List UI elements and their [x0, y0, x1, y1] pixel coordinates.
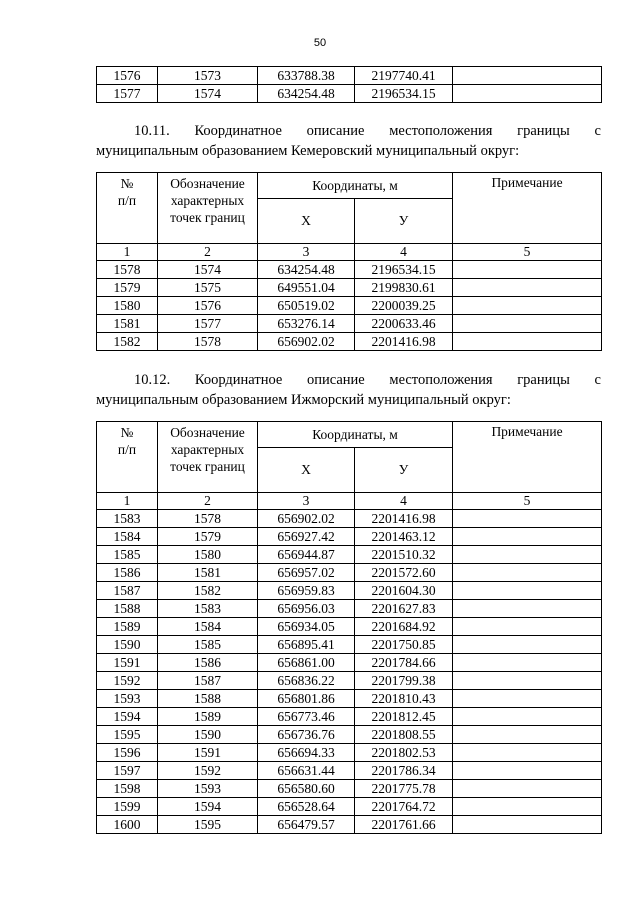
coord-y-cell: 2201627.83 — [355, 600, 453, 618]
note-cell — [453, 690, 602, 708]
coord-y-cell: 2201463.12 — [355, 528, 453, 546]
coord-x-cell: 634254.48 — [258, 85, 355, 103]
table-row — [97, 600, 602, 618]
boundary-point-cell: 1582 — [158, 582, 258, 600]
heading-word: местоположения — [389, 372, 493, 388]
table-row — [97, 726, 602, 744]
note-cell — [453, 654, 602, 672]
table-row — [97, 564, 602, 582]
note-cell — [453, 315, 602, 333]
izhmorsky-coordinates-table — [96, 421, 602, 834]
note-cell — [453, 85, 602, 103]
point-number-cell: 1598 — [97, 780, 158, 798]
table-row — [97, 510, 602, 528]
boundary-point-cell: 1593 — [158, 780, 258, 798]
note-cell — [453, 333, 602, 351]
table-row — [97, 816, 602, 834]
heading-line-1 — [96, 121, 601, 141]
point-number-cell: 1583 — [97, 510, 158, 528]
coord-y-cell: 2201786.34 — [355, 762, 453, 780]
note-cell — [453, 582, 602, 600]
heading-word: границы — [517, 123, 570, 139]
heading-line-1 — [96, 370, 601, 390]
heading-word: местоположения — [389, 123, 493, 139]
point-number-cell: 1577 — [97, 85, 158, 103]
boundary-point-cell: 1586 — [158, 654, 258, 672]
coord-x-cell: 649551.04 — [258, 279, 355, 297]
coord-x-cell: 656861.00 — [258, 654, 355, 672]
coord-x-cell: 656956.03 — [258, 600, 355, 618]
coord-y-cell: 2201572.60 — [355, 564, 453, 582]
boundary-point-cell: 1591 — [158, 744, 258, 762]
boundary-point-cell: 1595 — [158, 816, 258, 834]
point-number-cell: 1585 — [97, 546, 158, 564]
boundary-point-cell: 1584 — [158, 618, 258, 636]
boundary-point-cell: 1588 — [158, 690, 258, 708]
coord-x-cell: 656902.02 — [258, 333, 355, 351]
note-cell — [453, 510, 602, 528]
point-number-cell: 1578 — [97, 261, 158, 279]
boundary-point-cell: 1577 — [158, 315, 258, 333]
coord-y-cell: 2201604.30 — [355, 582, 453, 600]
col-header-number: № п/п — [97, 173, 158, 244]
coord-x-cell: 634254.48 — [258, 261, 355, 279]
boundary-point-cell: 1574 — [158, 261, 258, 279]
heading-word: Координатное — [194, 123, 282, 139]
coord-y-cell: 2199830.61 — [355, 279, 453, 297]
point-number-cell: 1579 — [97, 279, 158, 297]
heading-word: описание — [306, 372, 365, 388]
col-header-x: X — [258, 448, 355, 493]
heading-line-2: муниципальным образованием Ижморский муниципальный округ: — [96, 392, 511, 408]
heading-line-2: муниципальным образованием Кемеровский муниципальный округ: — [96, 143, 520, 159]
column-numbers-row: 1 2 3 4 5 — [97, 493, 602, 510]
note-cell — [453, 600, 602, 618]
col-header-designation: Обозначение характерных точек границ — [158, 173, 258, 244]
coord-y-cell: 2201416.98 — [355, 510, 453, 528]
coord-y-cell: 2201784.66 — [355, 654, 453, 672]
coord-y-cell: 2201761.66 — [355, 816, 453, 834]
point-number-cell: 1593 — [97, 690, 158, 708]
table-row — [97, 67, 602, 85]
coord-x-cell: 656959.83 — [258, 582, 355, 600]
boundary-point-cell: 1580 — [158, 546, 258, 564]
coord-x-cell: 656957.02 — [258, 564, 355, 582]
note-cell — [453, 726, 602, 744]
coord-x-cell: 656736.76 — [258, 726, 355, 744]
kemerovo-table-body — [97, 261, 602, 351]
col-header-y: У — [355, 199, 453, 244]
boundary-point-cell: 1589 — [158, 708, 258, 726]
col-header-coordinates: Координаты, м — [258, 422, 453, 448]
note-cell — [453, 636, 602, 654]
coord-x-cell: 656902.02 — [258, 510, 355, 528]
coord-x-cell: 656801.86 — [258, 690, 355, 708]
table-row — [97, 546, 602, 564]
coord-y-cell: 2201416.98 — [355, 333, 453, 351]
coord-x-cell: 633788.38 — [258, 67, 355, 85]
note-cell — [453, 546, 602, 564]
section-10-11-heading — [96, 121, 601, 161]
coord-x-cell: 656580.60 — [258, 780, 355, 798]
coord-x-cell: 656944.87 — [258, 546, 355, 564]
point-number-cell: 1580 — [97, 297, 158, 315]
coord-x-cell: 656934.05 — [258, 618, 355, 636]
heading-word: с — [594, 372, 601, 388]
table-row — [97, 85, 602, 103]
coord-y-cell: 2201799.38 — [355, 672, 453, 690]
point-number-cell: 1596 — [97, 744, 158, 762]
note-cell — [453, 762, 602, 780]
section-10-12-heading — [96, 370, 601, 410]
col-header-x: X — [258, 199, 355, 244]
note-cell — [453, 279, 602, 297]
heading-word: описание — [306, 123, 365, 139]
kemerovo-coordinates-table — [96, 172, 602, 351]
table-row — [97, 261, 602, 279]
izhmorsky-table-body — [97, 510, 602, 834]
point-number-cell: 1600 — [97, 816, 158, 834]
note-cell — [453, 708, 602, 726]
table-row — [97, 528, 602, 546]
coord-x-cell: 656927.42 — [258, 528, 355, 546]
note-cell — [453, 780, 602, 798]
coord-x-cell: 656895.41 — [258, 636, 355, 654]
column-numbers-row: 1 2 3 4 5 — [97, 244, 602, 261]
note-cell — [453, 297, 602, 315]
coord-y-cell: 2201750.85 — [355, 636, 453, 654]
page-number: 50 — [313, 37, 327, 49]
coord-y-cell: 2201775.78 — [355, 780, 453, 798]
boundary-point-cell: 1575 — [158, 279, 258, 297]
point-number-cell: 1594 — [97, 708, 158, 726]
col-header-note: Примечание — [453, 422, 602, 493]
table-row — [97, 690, 602, 708]
point-number-cell: 1576 — [97, 67, 158, 85]
coord-x-cell: 656479.57 — [258, 816, 355, 834]
note-cell — [453, 564, 602, 582]
point-number-cell: 1591 — [97, 654, 158, 672]
coord-x-cell: 656528.64 — [258, 798, 355, 816]
coord-x-cell: 650519.02 — [258, 297, 355, 315]
table-row — [97, 762, 602, 780]
col-header-note: Примечание — [453, 173, 602, 244]
boundary-point-cell: 1574 — [158, 85, 258, 103]
continuation-table — [96, 66, 602, 103]
coord-y-cell: 2197740.41 — [355, 67, 453, 85]
table-row — [97, 333, 602, 351]
coord-y-cell: 2201810.43 — [355, 690, 453, 708]
note-cell — [453, 261, 602, 279]
coord-y-cell: 2201510.32 — [355, 546, 453, 564]
coord-y-cell: 2201808.55 — [355, 726, 453, 744]
note-cell — [453, 798, 602, 816]
heading-word: 10.11. — [134, 123, 170, 139]
boundary-point-cell: 1587 — [158, 672, 258, 690]
heading-word: границы — [517, 372, 570, 388]
boundary-point-cell: 1578 — [158, 510, 258, 528]
table-row — [97, 582, 602, 600]
point-number-cell: 1597 — [97, 762, 158, 780]
boundary-point-cell: 1579 — [158, 528, 258, 546]
coord-y-cell: 2201764.72 — [355, 798, 453, 816]
table-row — [97, 618, 602, 636]
boundary-point-cell: 1576 — [158, 297, 258, 315]
col-header-number: № п/п — [97, 422, 158, 493]
table-row — [97, 279, 602, 297]
coord-y-cell: 2201684.92 — [355, 618, 453, 636]
point-number-cell: 1584 — [97, 528, 158, 546]
note-cell — [453, 744, 602, 762]
coord-x-cell: 653276.14 — [258, 315, 355, 333]
heading-word: с — [594, 123, 601, 139]
point-number-cell: 1589 — [97, 618, 158, 636]
note-cell — [453, 67, 602, 85]
heading-word: 10.12. — [134, 372, 171, 388]
note-cell — [453, 816, 602, 834]
col-header-coordinates: Координаты, м — [258, 173, 453, 199]
boundary-point-cell: 1585 — [158, 636, 258, 654]
table-row — [97, 708, 602, 726]
point-number-cell: 1595 — [97, 726, 158, 744]
continuation-table-body — [97, 67, 602, 103]
table-row — [97, 315, 602, 333]
table-row — [97, 654, 602, 672]
note-cell — [453, 618, 602, 636]
boundary-point-cell: 1578 — [158, 333, 258, 351]
coord-x-cell: 656631.44 — [258, 762, 355, 780]
table-row — [97, 798, 602, 816]
boundary-point-cell: 1592 — [158, 762, 258, 780]
point-number-cell: 1586 — [97, 564, 158, 582]
point-number-cell: 1582 — [97, 333, 158, 351]
col-header-y: У — [355, 448, 453, 493]
table-row — [97, 672, 602, 690]
point-number-cell: 1599 — [97, 798, 158, 816]
point-number-cell: 1588 — [97, 600, 158, 618]
coord-y-cell: 2201802.53 — [355, 744, 453, 762]
point-number-cell: 1592 — [97, 672, 158, 690]
boundary-point-cell: 1573 — [158, 67, 258, 85]
heading-word: Координатное — [194, 372, 283, 388]
table-row — [97, 744, 602, 762]
table-row — [97, 780, 602, 798]
coord-x-cell: 656694.33 — [258, 744, 355, 762]
boundary-point-cell: 1581 — [158, 564, 258, 582]
coord-y-cell: 2201812.45 — [355, 708, 453, 726]
coord-x-cell: 656836.22 — [258, 672, 355, 690]
point-number-cell: 1587 — [97, 582, 158, 600]
coord-y-cell: 2196534.15 — [355, 85, 453, 103]
table-row — [97, 636, 602, 654]
note-cell — [453, 672, 602, 690]
table-row — [97, 297, 602, 315]
coord-y-cell: 2200633.46 — [355, 315, 453, 333]
boundary-point-cell: 1590 — [158, 726, 258, 744]
boundary-point-cell: 1594 — [158, 798, 258, 816]
point-number-cell: 1581 — [97, 315, 158, 333]
col-header-designation: Обозначение характерных точек границ — [158, 422, 258, 493]
coord-y-cell: 2196534.15 — [355, 261, 453, 279]
note-cell — [453, 528, 602, 546]
coord-y-cell: 2200039.25 — [355, 297, 453, 315]
coord-x-cell: 656773.46 — [258, 708, 355, 726]
point-number-cell: 1590 — [97, 636, 158, 654]
boundary-point-cell: 1583 — [158, 600, 258, 618]
